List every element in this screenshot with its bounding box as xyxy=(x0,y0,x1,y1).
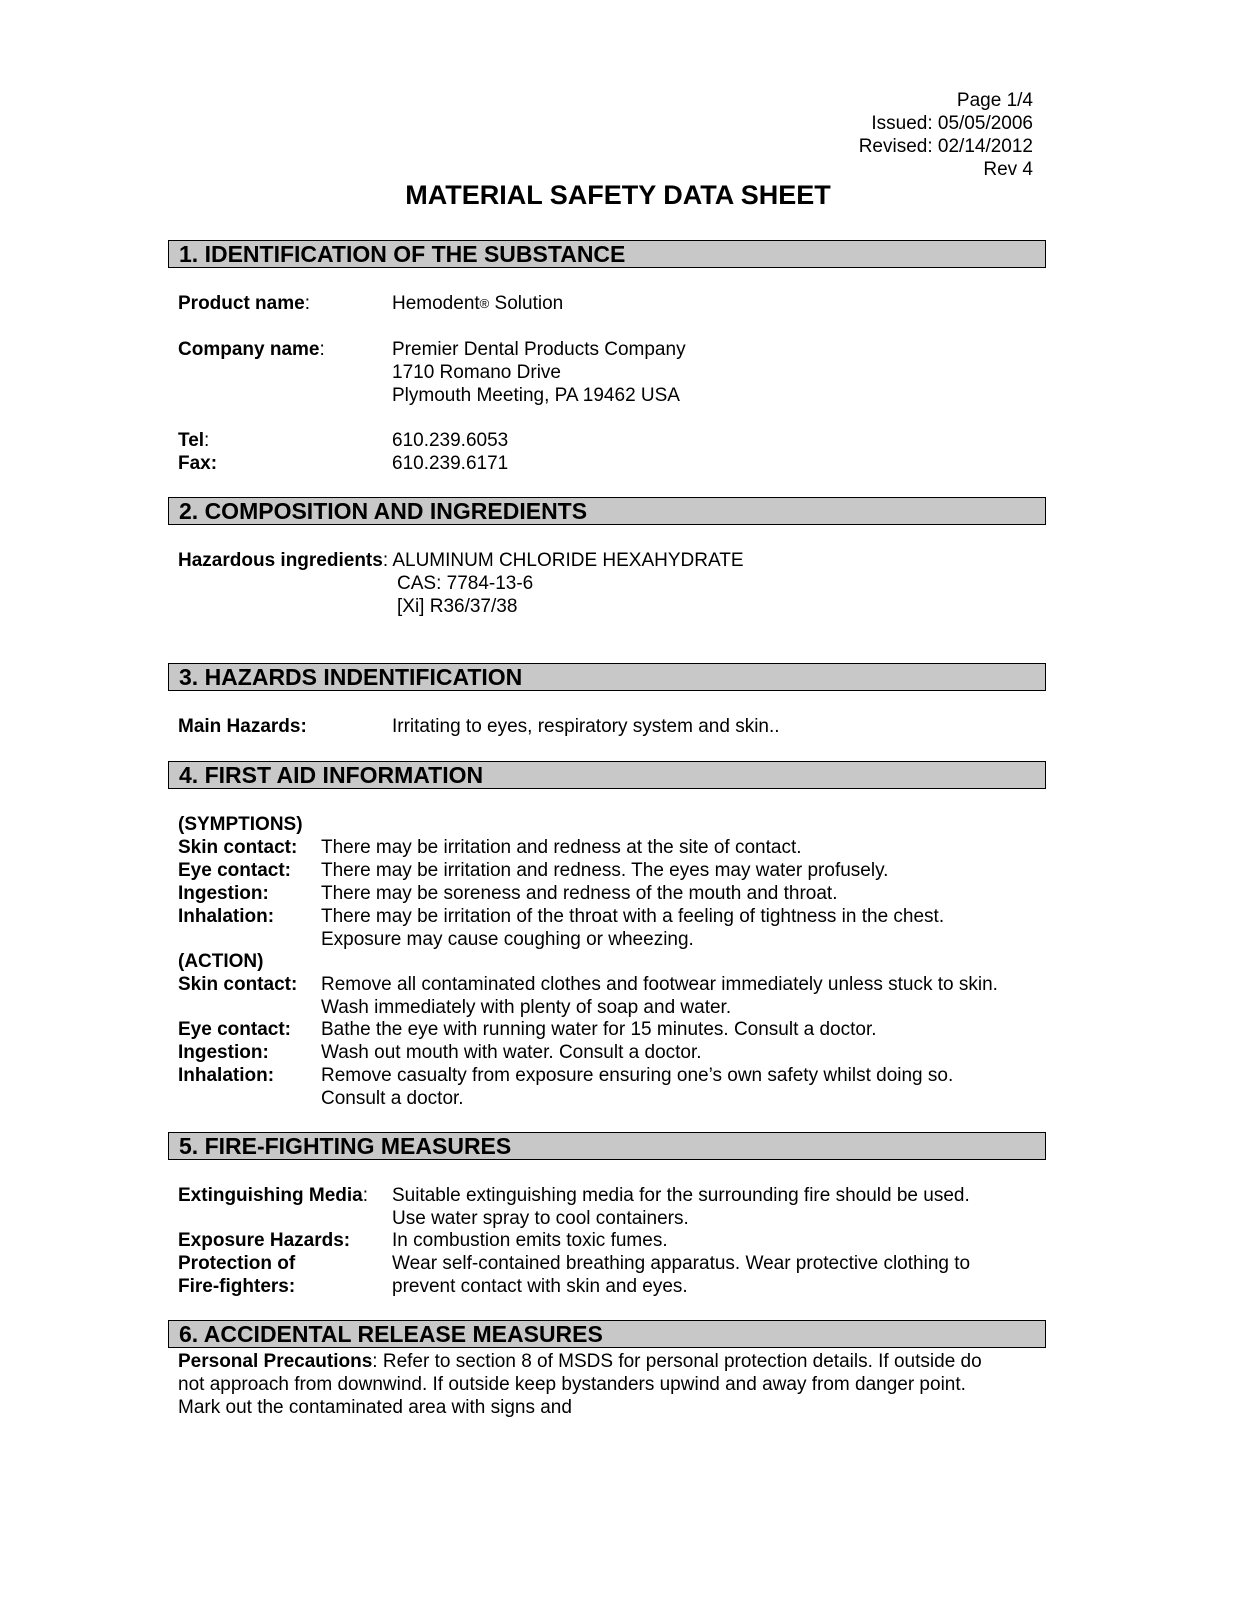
document-meta xyxy=(859,89,1033,181)
hazardous-ingredients: Hazardous ingredients: ALUMINUM CHLORIDE HEXAHYDRATE xyxy=(178,550,744,571)
section-6-header xyxy=(168,1320,1046,1348)
document-title: MATERIAL SAFETY DATA SHEET xyxy=(405,180,831,210)
page-number: Page 1/4 xyxy=(956,90,1033,111)
tel-label: Tel: xyxy=(178,430,210,451)
protection-label: Protection of xyxy=(178,1253,296,1274)
action-text: Wash out mouth with water. Consult a doctor. xyxy=(321,1042,702,1063)
symptom-text: There may be irritation of the throat with a feeling of tightness in the chest. xyxy=(321,906,945,927)
symptom-label: Inhalation: xyxy=(178,906,275,927)
section-2-header xyxy=(168,497,1046,525)
section-2-heading: 2. COMPOSITION AND INGREDIENTS xyxy=(179,498,588,524)
revision: Rev 4 xyxy=(983,159,1033,180)
product-name-value: Hemodent® Solution xyxy=(392,293,564,314)
action-item-label: Skin contact: xyxy=(178,974,298,995)
extinguishing-media-text: Use water spray to cool containers. xyxy=(392,1208,689,1229)
main-hazards-label: Main Hazards: xyxy=(178,716,307,737)
symptom-label: Skin contact: xyxy=(178,837,298,858)
symptom-text: Exposure may cause coughing or wheezing. xyxy=(321,929,694,950)
company-address-line: 1710 Romano Drive xyxy=(392,362,561,383)
section-6-heading: 6. ACCIDENTAL RELEASE MEASURES xyxy=(179,1321,603,1347)
product-name-label: Product name: xyxy=(178,293,310,314)
section-4-header xyxy=(168,761,1046,789)
section-5-heading: 5. FIRE-FIGHTING MEASURES xyxy=(179,1133,512,1159)
company-name-line: Premier Dental Products Company xyxy=(392,339,686,360)
protection-label: Fire-fighters: xyxy=(178,1276,296,1297)
action-text: Consult a doctor. xyxy=(321,1088,464,1109)
symptoms-label: (SYMPTIONS) xyxy=(178,814,303,835)
issued-date: Issued: 05/05/2006 xyxy=(871,113,1033,134)
main-hazards-value: Irritating to eyes, respiratory system and skin.. xyxy=(392,716,780,737)
personal-precautions-text: not approach from downwind. If outside keep bystanders upwind and away from danger point. xyxy=(178,1374,966,1395)
symptom-text: There may be irritation and redness. The eyes may water profusely. xyxy=(321,860,889,881)
fax-label: Fax: xyxy=(178,453,218,474)
action-text: Remove all contaminated clothes and footwear immediately unless stuck to skin. xyxy=(321,974,998,995)
risk-phrases: [Xi] R36/37/38 xyxy=(397,596,518,617)
personal-precautions: Personal Precautions: Refer to section 8 of MSDS for personal protection details. If outside do xyxy=(178,1351,982,1372)
symptom-label: Ingestion: xyxy=(178,883,269,904)
action-item-label: Inhalation: xyxy=(178,1065,275,1086)
action-text: Bathe the eye with running water for 15 minutes. Consult a doctor. xyxy=(321,1019,877,1040)
action-item-label: Ingestion: xyxy=(178,1042,269,1063)
tel-value: 610.239.6053 xyxy=(392,430,509,451)
symptom-text: There may be irritation and redness at the site of contact. xyxy=(321,837,802,858)
symptom-label: Eye contact: xyxy=(178,860,291,881)
action-text: Remove casualty from exposure ensuring one’s own safety whilst doing so. xyxy=(321,1065,954,1086)
extinguishing-media-text: Suitable extinguishing media for the surrounding fire should be used. xyxy=(392,1185,970,1206)
action-item-label: Eye contact: xyxy=(178,1019,291,1040)
section-3-header xyxy=(168,663,1046,691)
section-1-heading: 1. IDENTIFICATION OF THE SUBSTANCE xyxy=(179,241,626,267)
protection-text: Wear self-contained breathing apparatus. Wear protective clothing to xyxy=(392,1253,971,1274)
section-5-header xyxy=(168,1132,1046,1160)
section-4-heading: 4. FIRST AID INFORMATION xyxy=(179,762,484,788)
company-name-label: Company name: xyxy=(178,339,325,360)
exposure-hazards-label: Exposure Hazards: xyxy=(178,1230,351,1251)
personal-precautions-text: Mark out the contaminated area with signs and xyxy=(178,1397,572,1418)
symptom-text: There may be soreness and redness of the mouth and throat. xyxy=(321,883,838,904)
company-city-line: Plymouth Meeting, PA 19462 USA xyxy=(392,385,680,406)
exposure-hazards-text: In combustion emits toxic fumes. xyxy=(392,1230,668,1251)
fax-value: 610.239.6171 xyxy=(392,453,509,474)
cas-number: CAS: 7784-13-6 xyxy=(397,573,534,594)
extinguishing-media-label: Extinguishing Media: xyxy=(178,1185,369,1206)
action-text: Wash immediately with plenty of soap and water. xyxy=(321,997,732,1018)
revised-date: Revised: 02/14/2012 xyxy=(858,136,1033,157)
action-label: (ACTION) xyxy=(178,951,264,972)
section-1-header xyxy=(168,240,1046,268)
protection-text: prevent contact with skin and eyes. xyxy=(392,1276,688,1297)
section-3-heading: 3. HAZARDS INDENTIFICATION xyxy=(179,664,523,690)
